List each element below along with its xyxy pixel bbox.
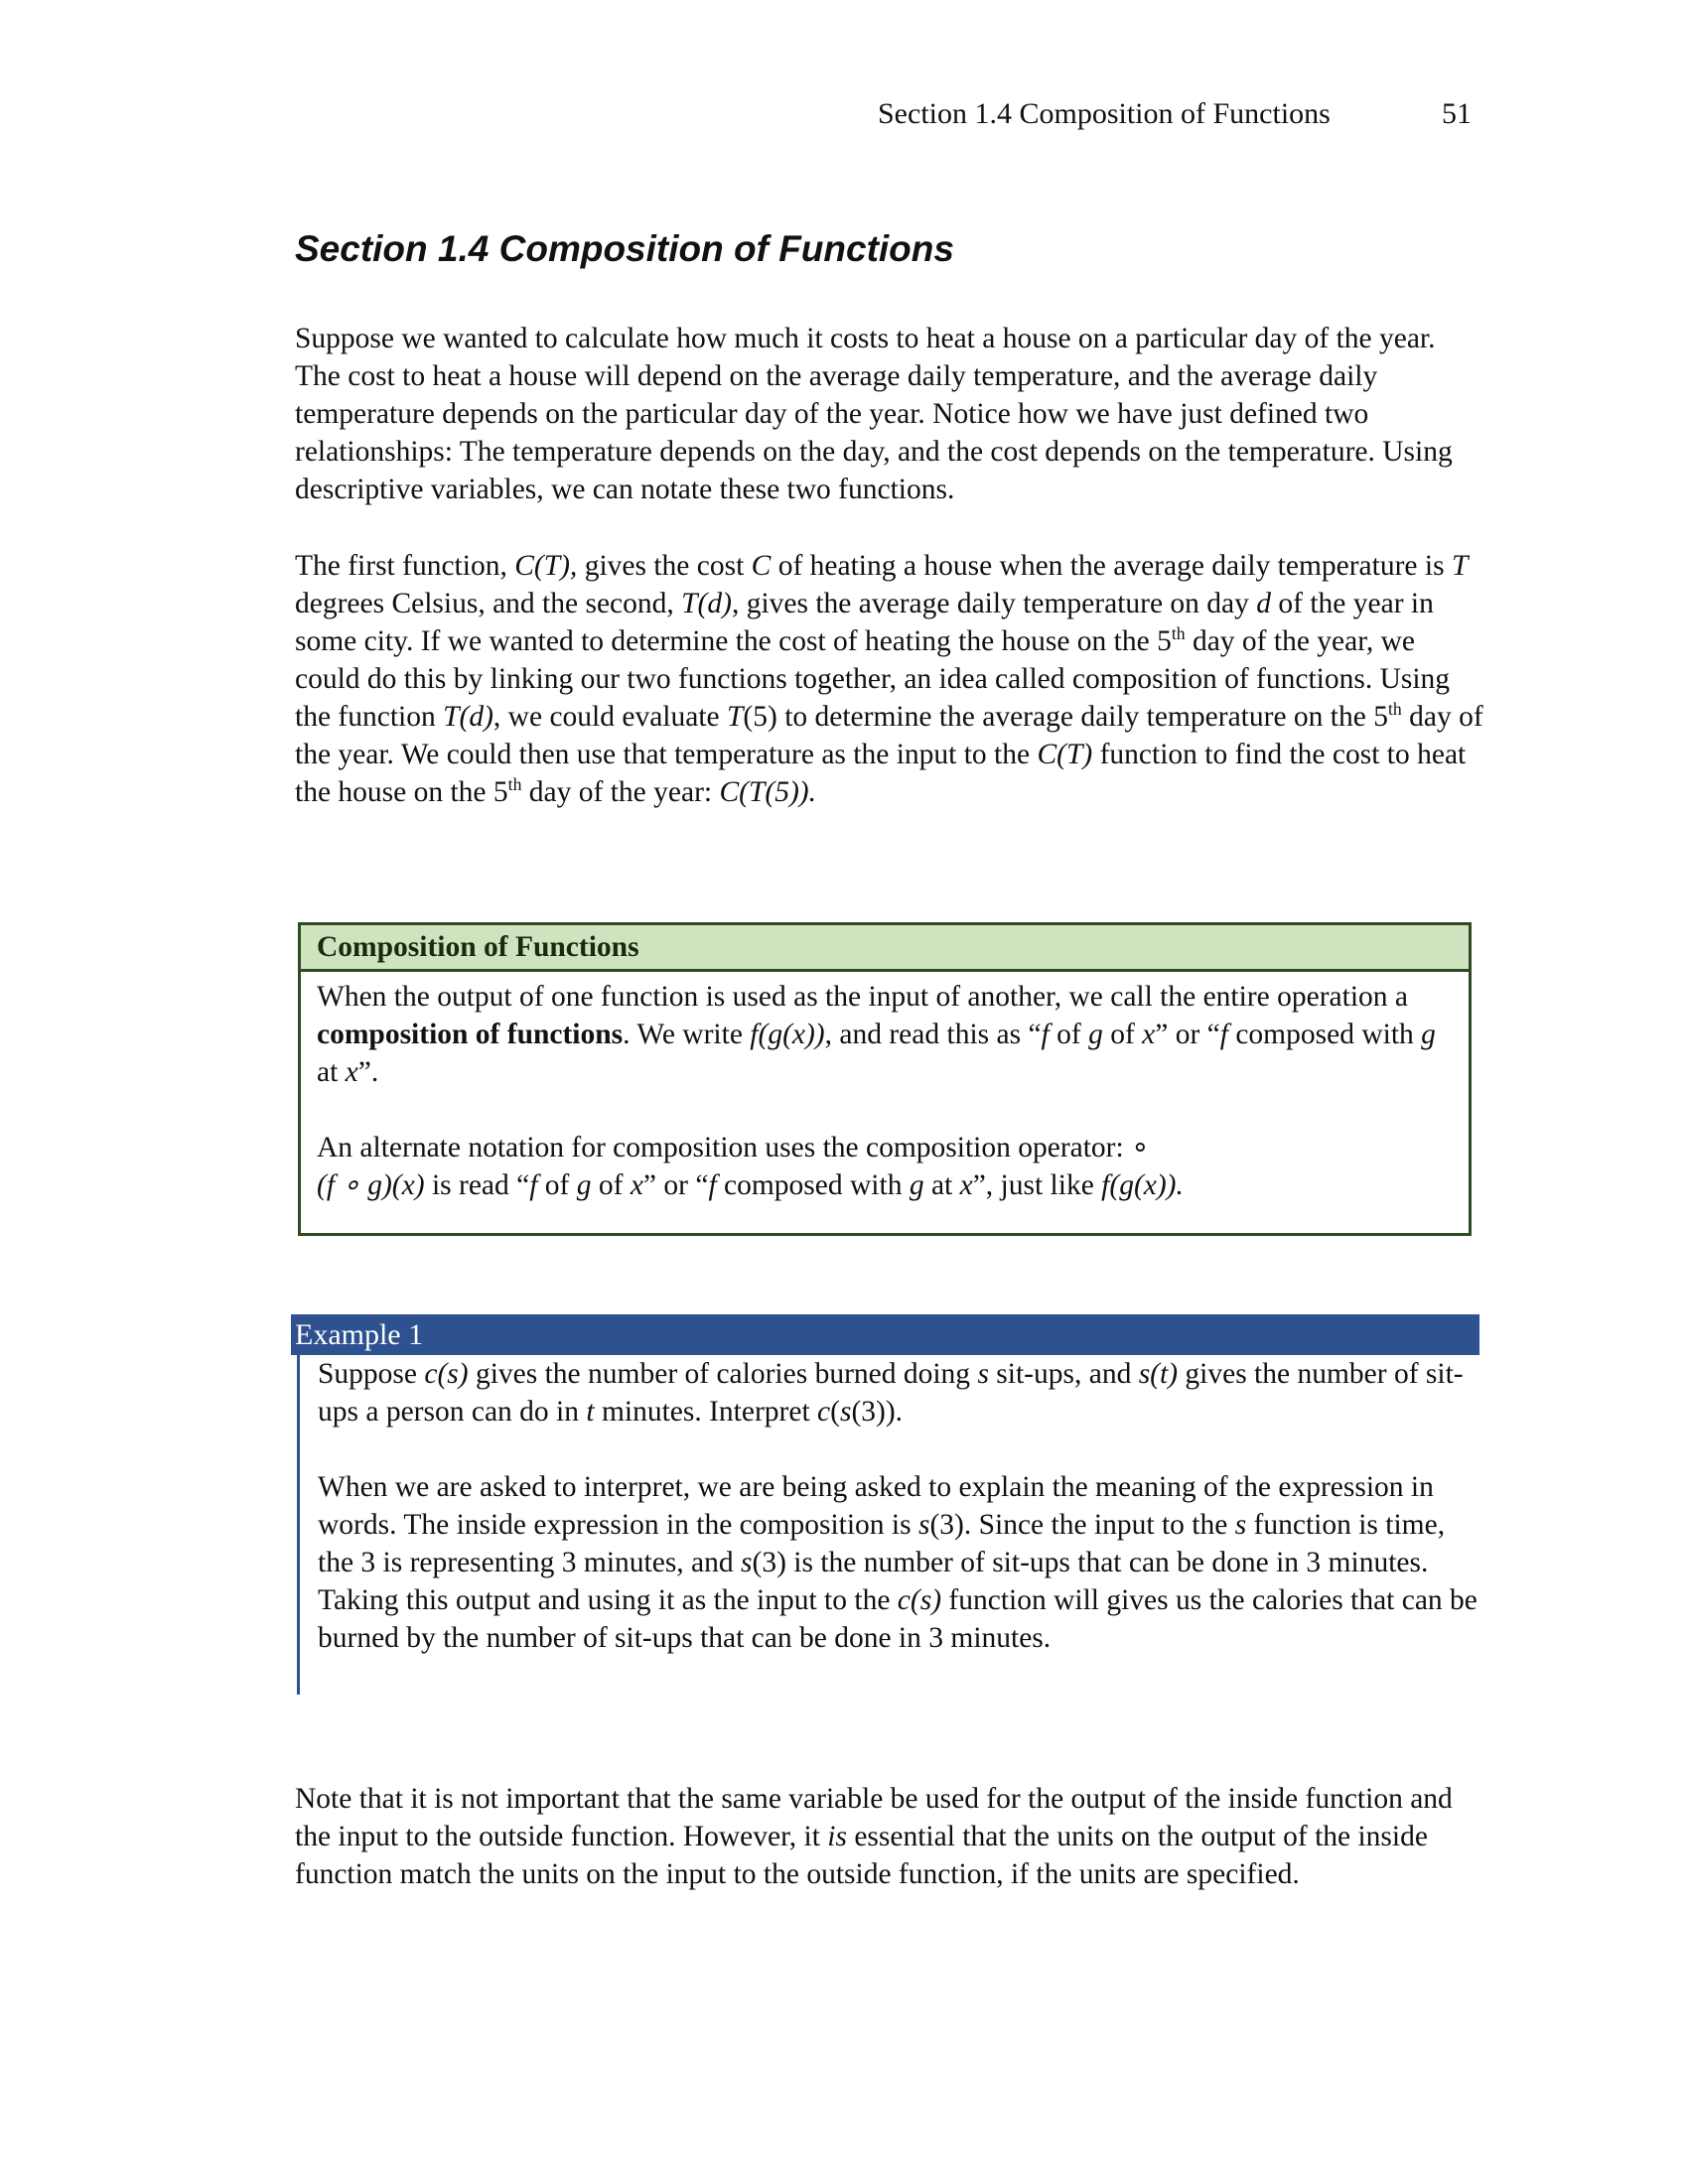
intro-paragraph: Suppose we wanted to calculate how much it costs to heat a house on a particular day of the year. The cost to heat a house will depend on the average daily temperature, and the average daily temperature depends on the particular day of the year. Notice how we have just defined two relationships: The temperature depends on the day, and the cost depends on the temperature. Using descriptive variables, we can notate these two functions.: [295, 323, 1453, 505]
definition-box-body: [301, 972, 1469, 1204]
functions-paragraph: The first function, C(T), gives the cost C of heating a house when the average daily temperature is T degrees Celsius, and the second, T(d), gives the average daily temperature on day d of the year in some city. If we wanted to determine the cost of heating the house on the 5th day of the year, we could do this by linking our two functions together, an idea called composition of functions. Using the function T(d), we could evaluate T(5) to determine the average daily temperature on the 5th day of the year. We could then use that temperature as the input to the C(T) function to find the cost to heat the house on the 5th day of the year: C(T(5)).: [295, 550, 1483, 808]
example-solution: When we are asked to interpret, we are being asked to explain the meaning of the expression in words. The inside expression in the composition is s(3). Since the input to the s function is time, the 3 is representing 3 minutes, and s(3) is the number of sit-ups that can be done in 3 minutes. Taking this output and using it as the input to the c(s) function will gives us the calories that can be burned by the number of sit-ups that can be done in 3 minutes.: [318, 1471, 1477, 1654]
definition-box: [298, 922, 1472, 1236]
page-number: 51: [1442, 97, 1472, 130]
example-heading: Example 1: [291, 1314, 1479, 1355]
definition-text: When the output of one function is used as the input of another, we call the entire operation a composition of functions. We write f(g(x)), and read this as “f of g of x” or “f composed with g at x”.: [317, 981, 1436, 1088]
example-body: [297, 1355, 1478, 1695]
composition-expression: (f ∘ g)(x): [317, 1169, 425, 1201]
definition-box-heading: Composition of Functions: [301, 925, 1469, 972]
closing-paragraph: Note that it is not important that the same variable be used for the output of the inside function and the input to the outside function. However, it is essential that the units on the output of the inside function match the units on the input to the outside function, if the units are specified.: [295, 1783, 1453, 1890]
running-header-title: Section 1.4 Composition of Functions: [878, 97, 1331, 130]
example-question: Suppose c(s) gives the number of calories burned doing s sit-ups, and s(t) gives the number of sit-ups a person can do in t minutes. Interpret c(s(3)).: [318, 1358, 1464, 1428]
section-title: Section 1.4 Composition of Functions: [295, 228, 954, 269]
alternate-notation-text: An alternate notation for composition uses the composition operator: ∘ (f ∘ g)(x) is read “f of g of x” or “f composed with g at x”, just like f(g(x)).: [317, 1132, 1184, 1201]
